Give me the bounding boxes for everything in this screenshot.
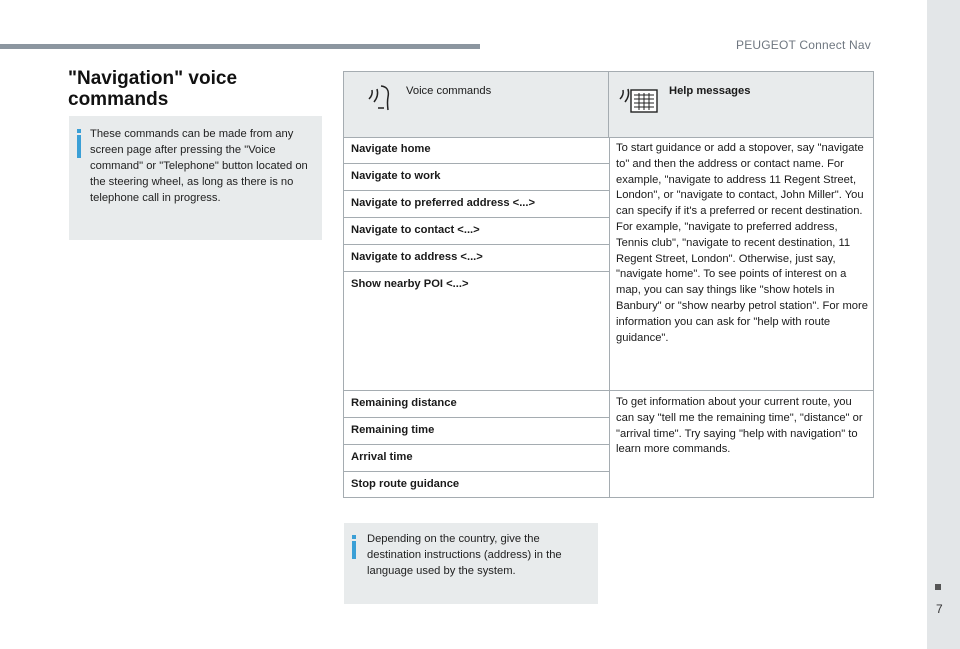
command-stop-route-guidance: Stop route guidance [351,478,460,490]
row-divider [344,190,609,191]
command-navigate-to-contact: Navigate to contact <...> [351,224,480,236]
row-divider [344,471,609,472]
command-remaining-distance: Remaining distance [351,397,457,409]
group-divider [344,390,873,391]
intro-note-text: These commands can be made from any screen page after pressing the "Voice command" or "Telephone" button located on the steering wheel, as long as there is no telephone call in progress. [90,128,308,204]
row-divider [344,417,609,418]
help-message-navigation: To start guidance or add a stopover, say "navigate to" and then the address or contact name. For example, "navigate to address 11 Regent Street, London", or "navigate to contact, John Miller". You can specify if it's a preferred or recent destination. For example, "navigate to preferred address, Tennis club", "navigate to recent destination, 11 Regent Street, London". Otherwise, just say, "navigate home". To see points of interest on a map, you can say things like "show hotels in Banbury" or "show nearby petrol station". For more information you can ask for "help with route guidance". [616,142,868,344]
command-navigate-to-address: Navigate to address <...> [351,251,483,263]
command-navigate-to-preferred-address: Navigate to preferred address <...> [351,197,536,209]
command-navigate-to-work: Navigate to work [351,170,441,182]
side-strip [927,0,960,649]
row-divider [344,244,609,245]
command-navigate-home: Navigate home [351,143,431,155]
bottom-info-box [344,523,598,604]
voice-command-icon [366,82,394,112]
row-divider [344,217,609,218]
row-divider [344,271,609,272]
page-number: 7 [936,602,943,616]
col2-header-label: Help messages [669,85,751,97]
table-header-help-messages [609,72,873,137]
help-messages-icon [617,82,659,114]
command-show-nearby-poi: Show nearby POI <...> [351,278,469,290]
row-divider [344,163,609,164]
row-divider [344,444,609,445]
end-of-section-mark [935,584,941,590]
table-header-voice-commands [344,72,609,137]
col1-header-label: Voice commands [406,85,492,97]
brand-label: PEUGEOT Connect Nav [736,38,871,52]
command-arrival-time: Arrival time [351,451,413,463]
voice-commands-table [343,71,874,498]
bottom-note-text: Depending on the country, give the destination instructions (address) in the language used by the system. [367,533,562,577]
command-remaining-time: Remaining time [351,424,435,436]
page-title: "Navigation" voice commands [68,68,238,110]
help-message-route-info: To get information about your current route, you can say "tell me the remaining time", "distance" or "arrival time". Try saying "help with navigation" to learn more commands. [616,396,863,456]
intro-info-box [69,116,322,240]
column-divider [609,137,610,497]
header-rule [0,44,480,49]
